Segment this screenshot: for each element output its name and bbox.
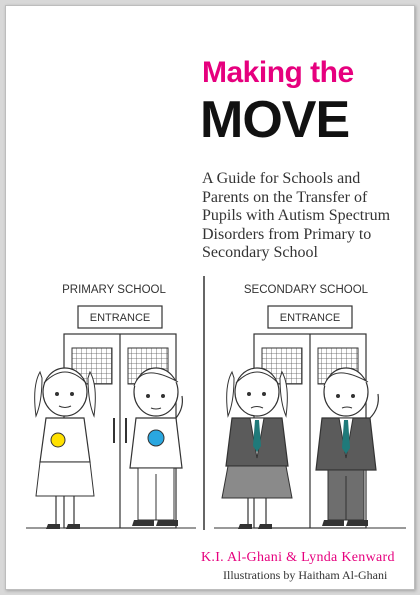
secondary-entrance-sign: ENTRANCE xyxy=(279,312,341,324)
secondary-school-label: SECONDARY SCHOOL xyxy=(243,284,369,296)
book-cover xyxy=(5,5,415,590)
cover-illustration xyxy=(6,268,414,538)
subtitle-line: Secondary School xyxy=(202,244,318,261)
title-line-2: MOVE xyxy=(200,91,350,149)
subtitle-line: A Guide for Schools and xyxy=(202,170,361,187)
primary-school-label: PRIMARY SCHOOL xyxy=(62,284,166,296)
secondary-school-scene xyxy=(214,306,406,529)
illustrator-credit: Illustrations by Haitham Al-Ghani xyxy=(223,568,388,582)
primary-school-scene xyxy=(26,306,196,529)
subtitle-line: Disorders from Primary to xyxy=(202,225,372,243)
subtitle xyxy=(202,170,407,263)
author-names: K.I. Al-Ghani & Lynda Kenward xyxy=(201,550,395,565)
subtitle-line: Pupils with Autism Spectrum xyxy=(202,207,391,224)
subtitle-line: Parents on the Transfer of xyxy=(202,188,368,206)
primary-entrance-sign: ENTRANCE xyxy=(89,312,151,324)
title-line-1: Making the xyxy=(202,56,354,89)
